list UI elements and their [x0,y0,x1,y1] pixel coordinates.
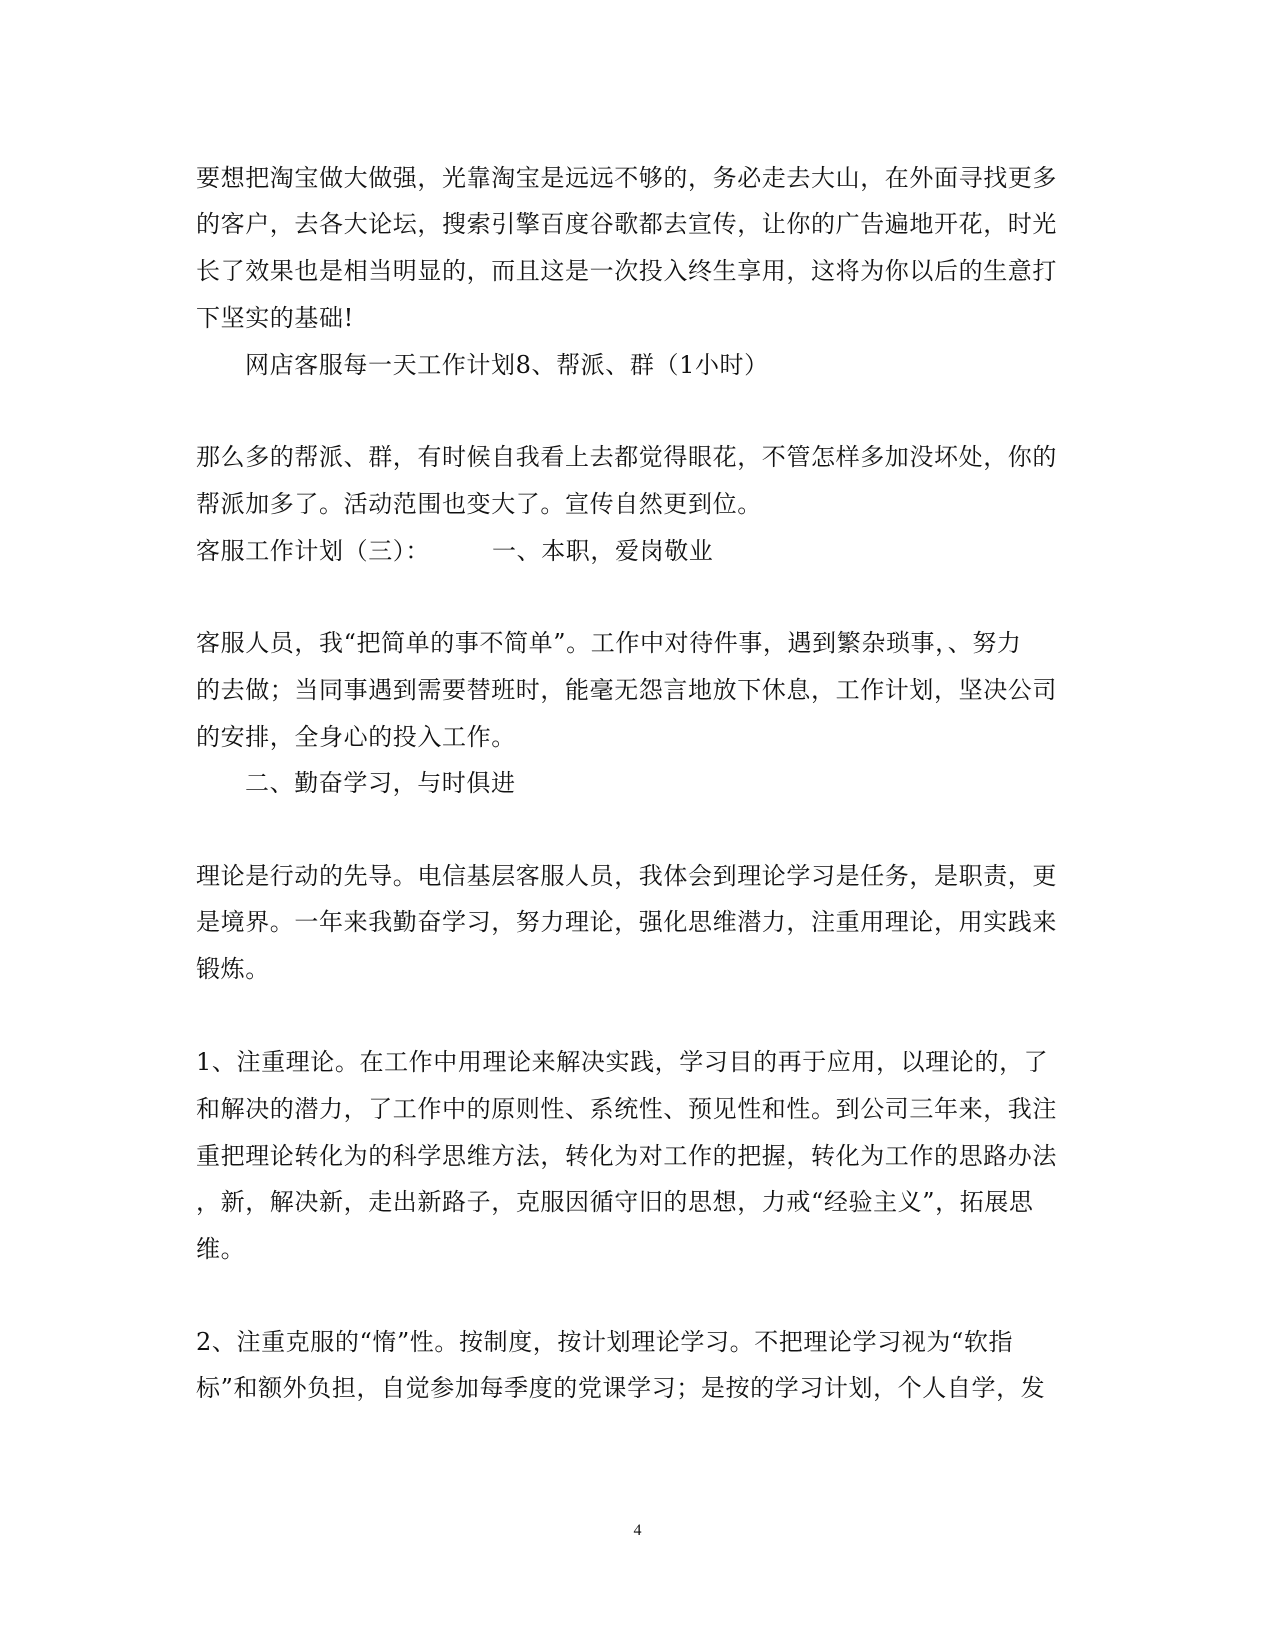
page-number: 4 [633,1522,642,1539]
text-line: 帮派加多了。活动范围也变大了。宣传自然更到位。 [196,490,762,518]
text-line: 那么多的帮派、群，有时候自我看上去都觉得眼花，不管怎样多加没坏处，你的 [196,443,1057,471]
text-line: 要想把淘宝做大做强，光靠淘宝是远远不够的，务必走去大山，在外面寻找更多 [196,164,1057,192]
text-line: 锻炼。 [196,955,270,983]
text-line: 下坚实的基础! [196,304,354,332]
section-heading-row [196,535,713,567]
text-line: 是境界。一年来我勤奋学习，努力理论，强化思维潜力，注重用理论，用实践来 [196,908,1057,936]
text-line: 的去做；当同事遇到需要替班时，能毫无怨言地放下休息，工作计划，坚决公司 [196,676,1057,704]
text-line: 和解决的潜力，了工作中的原则性、系统性、预见性和性。到公司三年来，我注 [196,1095,1057,1123]
section-heading: 网店客服每一天工作计划8、帮派、群（1小时） [245,351,769,379]
text-line: 长了效果也是相当明显的，而且这是一次投入终生享用，这将为你以后的生意打 [196,257,1057,285]
text-line: 理论是行动的先导。电信基层客服人员，我体会到理论学习是任务，是职责，更 [196,862,1057,890]
text-line: 1、注重理论。在工作中用理论来解决实践，学习目的再于应用，以理论的，了 [196,1048,1049,1076]
section-heading: 客服工作计划（三）： [196,537,430,565]
text-line: ，新，解决新，走出新路子，克服因循守旧的思想，力戒“经验主义”，拓展思 [196,1188,1034,1216]
text-line: 标”和额外负担，自觉参加每季度的党课学习；是按的学习计划，个人自学，发 [196,1374,1046,1402]
text-line: 维。 [196,1235,246,1263]
subsection-heading: 一、本职，爱岗敬业 [492,537,714,565]
text-line: 重把理论转化为的科学思维方法，转化为对工作的把握，转化为工作的思路办法 [196,1142,1057,1170]
text-line: 客服人员，我“把简单的事不简单”。工作中对待件事，遇到繁杂琐事，、努力 [196,629,1022,657]
text-line: 2、注重克服的“惰”性。按制度，按计划理论学习。不把理论学习视为“软指 [196,1328,1014,1356]
subsection-heading: 二、勤奋学习，与时俱进 [245,769,516,797]
text-line: 的安排，全身心的投入工作。 [196,723,516,751]
text-line: 的客户，去各大论坛，搜索引擎百度谷歌都去宣传，让你的广告遍地开花，时光 [196,210,1057,238]
